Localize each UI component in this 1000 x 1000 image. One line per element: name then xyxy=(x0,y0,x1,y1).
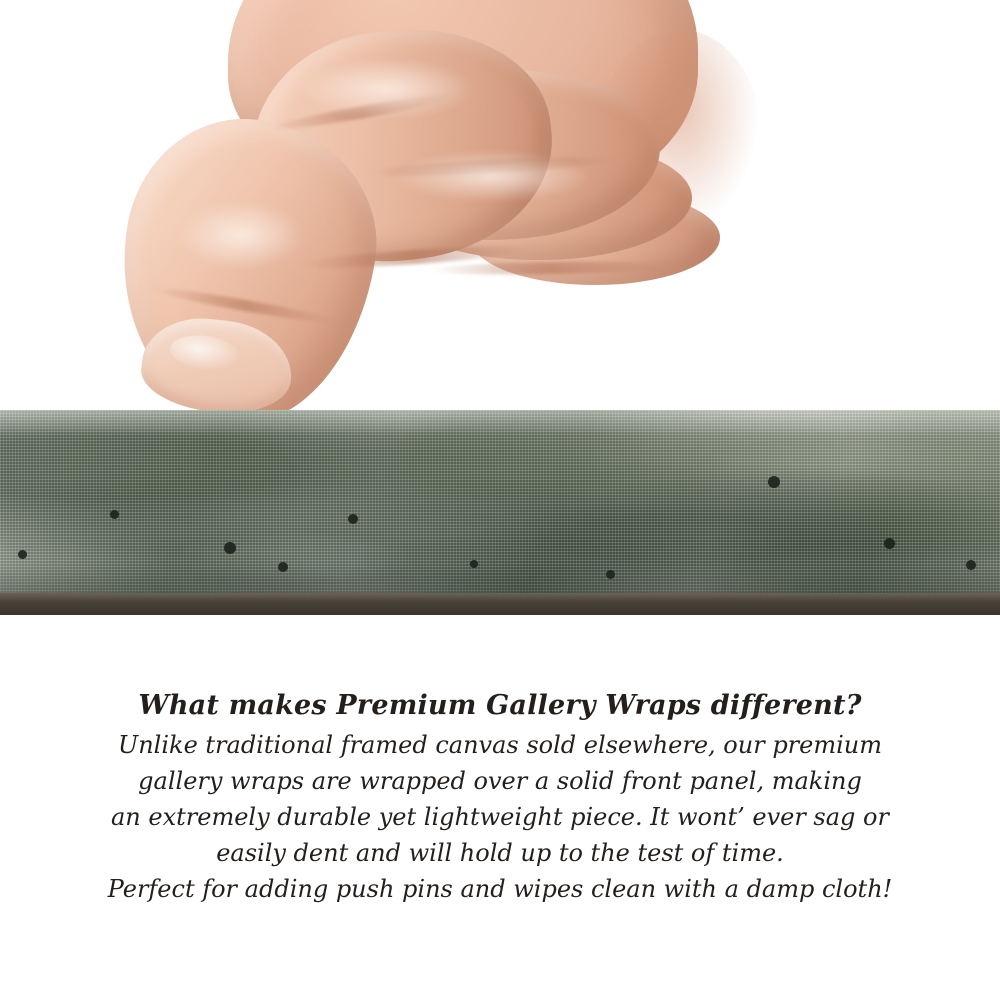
canvas-top-highlight xyxy=(0,410,1000,436)
texture-speck xyxy=(884,538,895,549)
texture-speck xyxy=(110,510,119,519)
caption-block xyxy=(0,690,1000,907)
texture-speck xyxy=(18,550,27,559)
caption-line: Unlike traditional framed canvas sold elsewhere, our premium xyxy=(117,731,882,759)
caption-line: easily dent and will hold up to the test of time. xyxy=(216,839,784,867)
canvas-bottom-shadow xyxy=(0,565,1000,595)
caption-line: gallery wraps are wrapped over a solid front panel, making xyxy=(138,767,862,795)
skin-highlight xyxy=(176,200,306,270)
texture-speck xyxy=(348,514,358,524)
hand-illustration xyxy=(0,0,1000,412)
caption-line: an extremely durable yet lightweight piece. It wont’ ever sag or xyxy=(111,803,889,831)
hand-shadow xyxy=(600,30,760,230)
caption-heading: What makes Premium Gallery Wraps different? xyxy=(138,690,862,721)
skin-highlight xyxy=(296,58,476,120)
panel-back-edge xyxy=(0,593,1000,615)
caption-body xyxy=(0,727,1000,907)
texture-speck xyxy=(224,542,236,554)
caption-line: Perfect for adding push pins and wipes clean with a damp cloth! xyxy=(107,875,893,903)
texture-speck xyxy=(768,476,780,488)
canvas-wrap-edge xyxy=(0,410,1000,615)
skin-highlight xyxy=(392,150,592,202)
